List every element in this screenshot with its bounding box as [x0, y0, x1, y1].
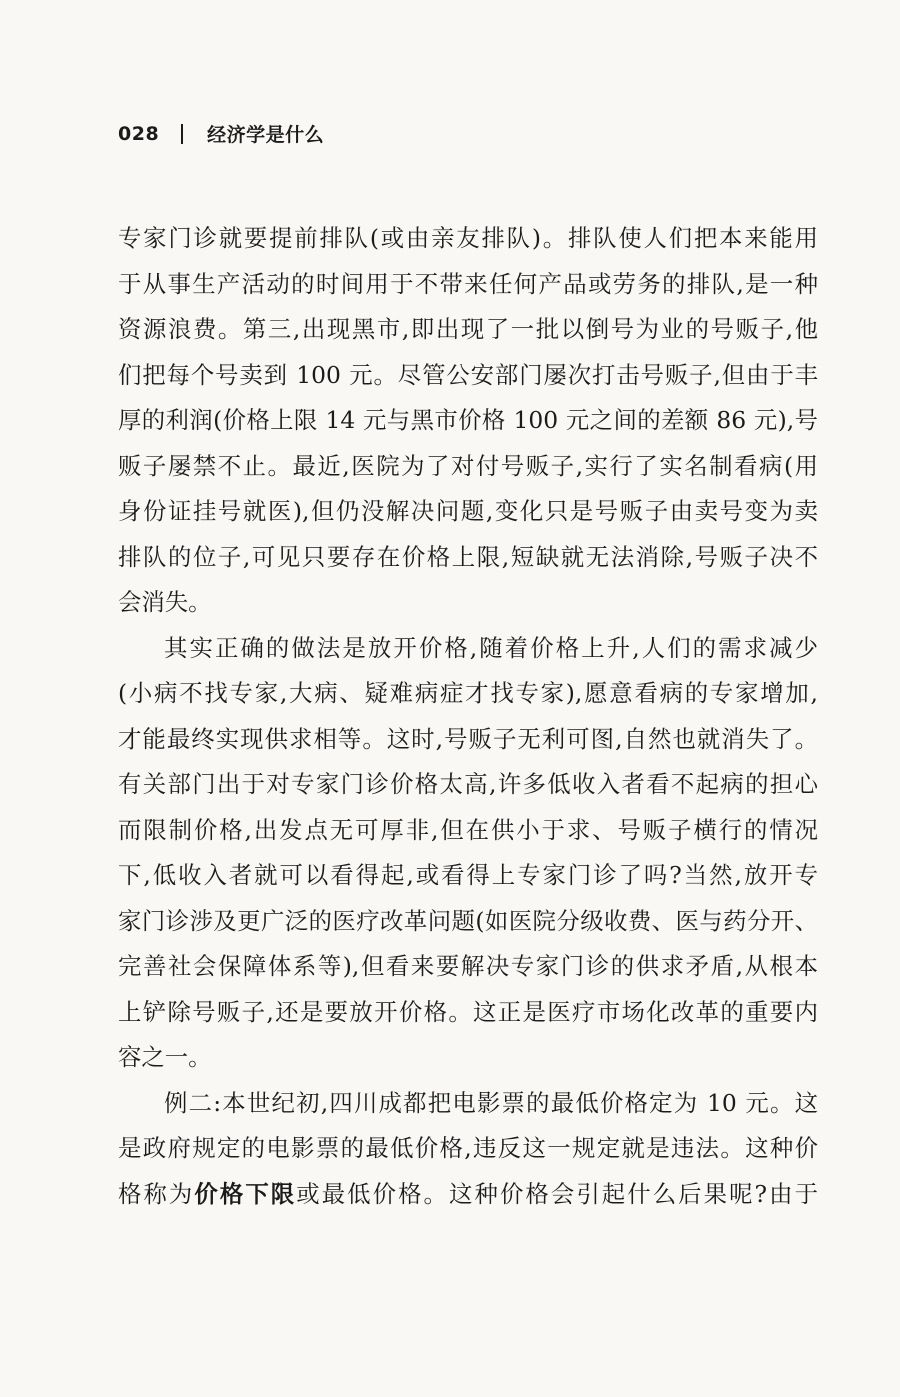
text-line: 家门诊涉及更广泛的医疗改革问题(如医院分级收费、医与药分开、 [118, 906, 818, 935]
text-line: 们把每个号卖到 100 元。尽管公安部门屡次打击号贩子,但由于丰 [118, 360, 818, 389]
text-line: 是政府规定的电影票的最低价格,违反这一规定就是违法。这种价 [118, 1134, 818, 1162]
line-suffix: 或最低价格。这种价格会引起什么后果呢?由于 [296, 1179, 819, 1208]
bold-term: 价格下限 [194, 1179, 297, 1208]
text-line: 才能最终实现供求相等。这时,号贩子无利可图,自然也就消失了。 [118, 724, 818, 753]
text-line: 身份证挂号就医),但仍没解决问题,变化只是号贩子由卖号变为卖 [118, 497, 818, 525]
text-line: 资源浪费。第三,出现黑市,即出现了一批以倒号为业的号贩子,他 [118, 315, 818, 343]
line-prefix: 格称为 [118, 1179, 195, 1208]
text-line: 专家门诊就要提前排队(或由亲友排队)。排队使人们把本来能用 [118, 224, 818, 252]
paragraph-start-line: 例二:本世纪初,四川成都把电影票的最低价格定为 10 元。这 [164, 1088, 818, 1117]
text-line: 有关部门出于对专家门诊价格太高,许多低收入者看不起病的担心 [118, 770, 818, 798]
text-line: 排队的位子,可见只要存在价格上限,短缺就无法消除,号贩子决不 [118, 542, 818, 571]
paragraph-start-line: 其实正确的做法是放开价格,随着价格上升,人们的需求减少 [164, 633, 818, 662]
body-text [118, 216, 818, 1217]
text-line: 上铲除号贩子,还是要放开价格。这正是医疗市场化改革的重要内 [118, 997, 818, 1026]
text-line: (小病不找专家,大病、疑难病症才找专家),愿意看病的专家增加, [118, 679, 818, 707]
text-line: 于从事生产活动的时间用于不带来任何产品或劳务的排队,是一种 [118, 269, 818, 298]
page-number: 028 [118, 122, 160, 145]
header-divider [181, 124, 183, 144]
running-header [118, 120, 324, 147]
text-line: 而限制价格,出发点无可厚非,但在供小于求、号贩子横行的情况 [118, 815, 818, 844]
text-line: 贩子屡禁不止。最近,医院为了对付号贩子,实行了实名制看病(用 [118, 451, 818, 480]
text-line: 下,低收入者就可以看得起,或看得上专家门诊了吗?当然,放开专 [118, 861, 818, 889]
text-line: 容之一。 [118, 1043, 212, 1071]
text-line: 完善社会保障体系等),但看来要解决专家门诊的供求矛盾,从根本 [118, 952, 818, 980]
text-line: 会消失。 [118, 588, 212, 616]
book-title: 经济学是什么 [207, 124, 325, 146]
text-line-with-term [118, 1172, 818, 1218]
text-line: 厚的利润(价格上限 14 元与黑市价格 100 元之间的差额 86 元),号 [118, 406, 818, 434]
